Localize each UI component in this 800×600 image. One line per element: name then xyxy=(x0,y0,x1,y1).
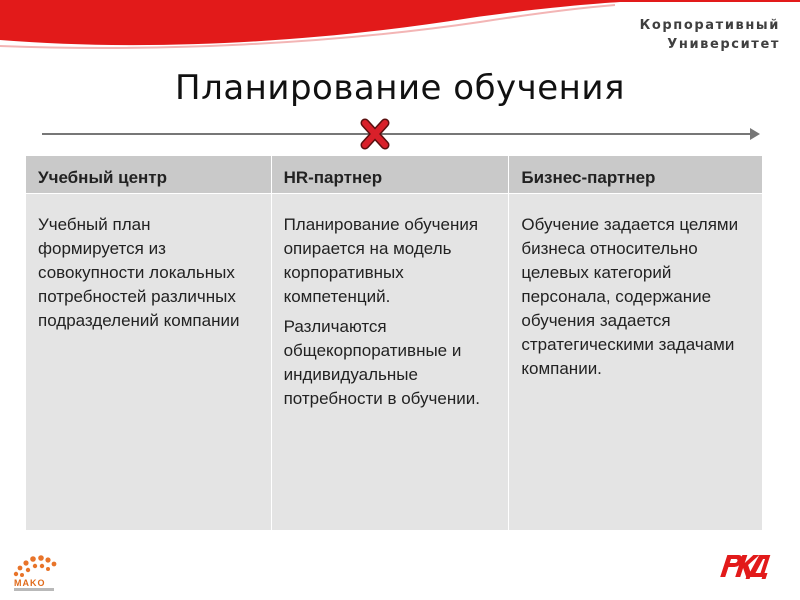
planning-table xyxy=(25,155,763,531)
brand-logo-text xyxy=(640,16,780,54)
cell-text: Обучение задается целями бизнеса относительно целевых категорий персонала, содержание обучения задается стратегическими задачами компании. xyxy=(521,215,739,378)
cell-text: Различаются общекорпоративные и индивидуальные потребности в обучении. xyxy=(283,317,480,408)
mako-logo-icon xyxy=(8,548,68,596)
table-header-row xyxy=(26,156,763,194)
brand-line-2: Университет xyxy=(667,37,780,52)
cell-business-partner xyxy=(509,194,763,531)
header-business-partner: Бизнес-партнер xyxy=(509,156,763,194)
mako-logo-text: MAKO xyxy=(14,578,46,588)
rzd-logo-icon xyxy=(718,553,776,579)
cell-hr-partner xyxy=(271,194,509,531)
table-row xyxy=(26,194,763,531)
brand-line-1: Корпоративный xyxy=(639,18,780,33)
page-title: Планирование обучения xyxy=(175,68,625,108)
cell-training-center xyxy=(26,194,272,531)
cell-text: Планирование обучения опирается на модель корпоративных компетенций. xyxy=(283,215,479,306)
header-hr-partner: HR-партнер xyxy=(271,156,509,194)
header-training-center: Учебный центр xyxy=(26,156,272,194)
timeline-arrow xyxy=(40,112,760,152)
cell-text: Учебный план формируется из совокупности локальных потребностей различных подразделений компании xyxy=(38,215,240,330)
